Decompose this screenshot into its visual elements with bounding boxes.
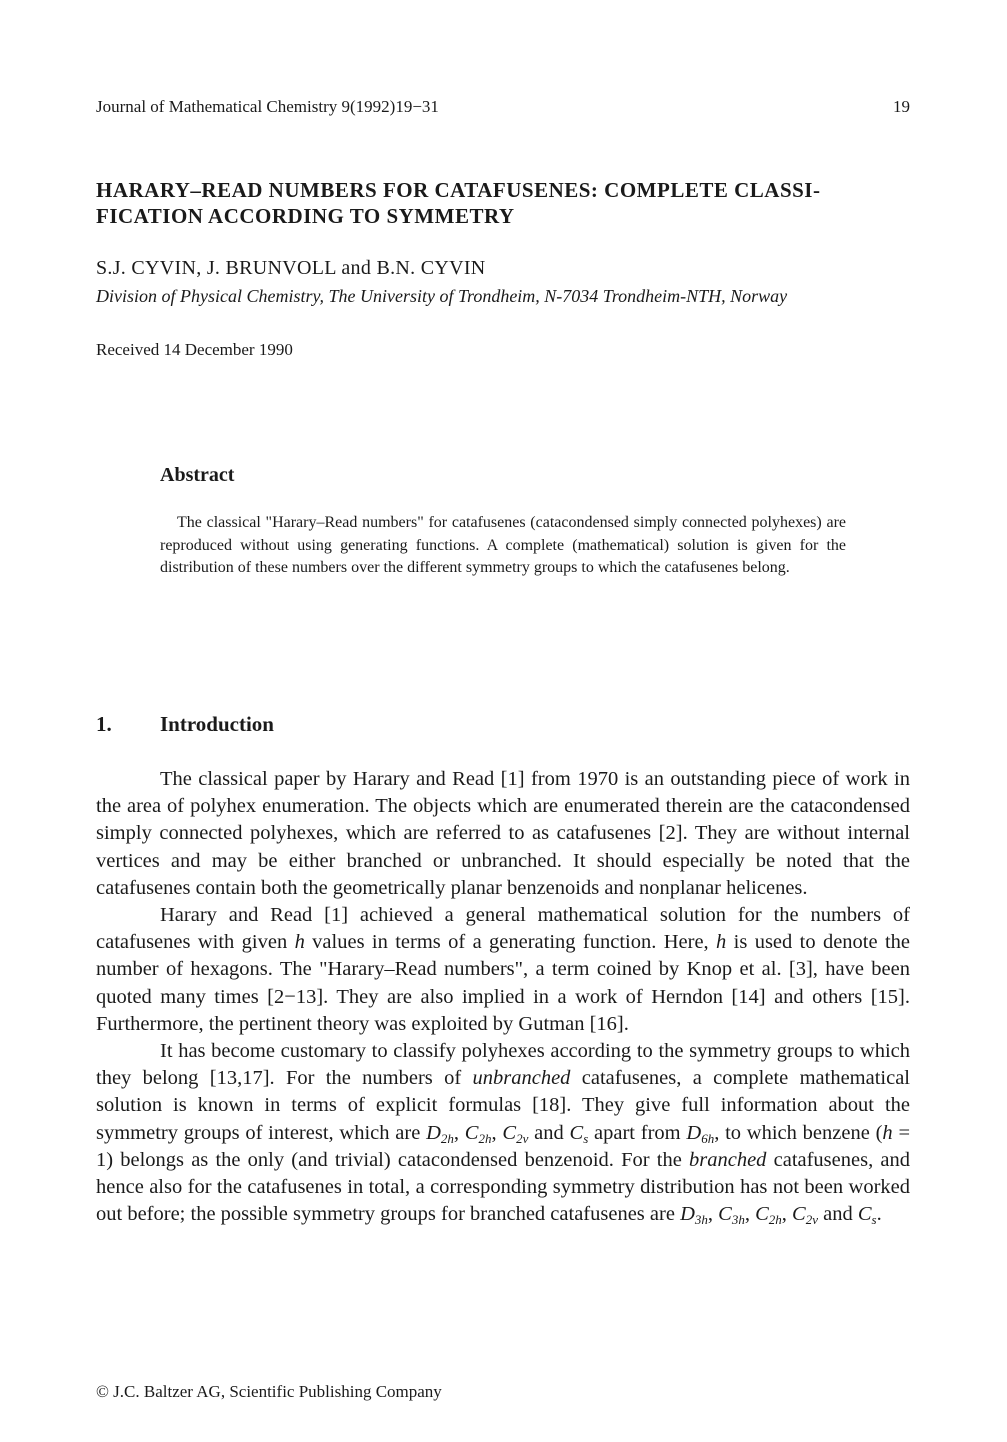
group-cs: $C_s$ [569, 1121, 589, 1146]
group-c2v: $C_{2v}$ [502, 1121, 529, 1146]
copyright-footer: © J.C. Baltzer AG, Scientific Publishing Company [96, 1382, 442, 1401]
section-heading [96, 711, 274, 737]
journal-citation: Journal of Mathematical Chemistry 9(1992)19−31 [96, 97, 439, 116]
group-c2v-b: $C_{2v}$ [792, 1203, 818, 1228]
page-number: 19 [893, 97, 910, 116]
group-c3h: $C_{3h}$ [718, 1203, 745, 1228]
abstract-heading: Abstract [160, 464, 235, 486]
received-date: Received 14 December 1990 [96, 340, 293, 359]
group-d3h: $D_{3h}$ [680, 1203, 708, 1228]
affiliation: Division of Physical Chemistry, The University of Trondheim, N-7034 Trondheim-NTH, Norway [96, 286, 788, 306]
section-title: Introduction [160, 712, 274, 736]
paragraph-1: The classical paper by Harary and Read [1] from 1970 is an outstanding piece of work in the area of polyhex enumeration. The objects which are enumerated therein are the catacondensed simply connected polyhexes, which are referred to as catafusenes [2]. They are without internal vertices and may be either branched or unbranched. It should especially be noted that the catafusenes contain both the geometrically planar benzenoids and nonplanar helicenes. [96, 768, 910, 899]
group-d2h: $D_{2h}$ [426, 1121, 454, 1146]
group-c2h: $C_{2h}$ [464, 1121, 492, 1146]
authors: S.J. CYVIN, J. BRUNVOLL and B.N. CYVIN [96, 257, 486, 279]
group-c2h-b: $C_{2h}$ [755, 1203, 782, 1228]
group-cs-b: $C_s$ [857, 1203, 877, 1228]
paragraph-3: It has become customary to classify polyhexes according to the symmetry groups to which they belong [13,17]. For the numbers of unbranched catafusenes, a complete mathematical solution is known in terms of explicit formulas [18]. They give full information about the symmetry groups of interest, which are $D_{2h}$, $C_{2h}$, $C_{2v}$ and $C_s$ apart from $D_{6h}$, to which benzene (h = 1) belongs as the only (and trivial) catacondensed benzenoid. For the branched catafusenes, and hence also for the catafusenes in total, a corresponding symmetry distribution has not been worked out before; the possible symmetry groups for branched catafusenes are $D_{3h}$, $C_{3h}$, $C_{2h}$, $C_{2v}$ and $C_s$. [96, 1040, 911, 1228]
abstract-body: The classical "Harary–Read numbers" for catafusenes (catacondensed simply connected polyhexes) are reproduced without using generating functions. A complete (mathematical) solution is given for the distribution of these numbers over the different symmetry groups to which the catafusenes belong. [160, 514, 846, 577]
paragraph-2: Harary and Read [1] achieved a general mathematical solution for the numbers of catafusenes with given h values in terms of a generating function. Here, h is used to denote the number of hexagons. The "Harary–Read numbers", a term coined by Knop et al. [3], have been quoted many times [2−13]. They are also implied in a work of Herndon [14] and others [15]. Furthermore, the pertinent theory was exploited by Gutman [16]. [96, 904, 911, 1035]
abstract-text [160, 512, 846, 580]
group-d6h: $D_{6h}$ [686, 1121, 715, 1146]
introduction-body [96, 766, 910, 1228]
section-number: 1. [96, 712, 112, 736]
paper-title: HARARY–READ NUMBERS FOR CATAFUSENES: COMPLETE CLASSI-FICATION ACCORDING TO SYMMETRY [96, 178, 821, 228]
